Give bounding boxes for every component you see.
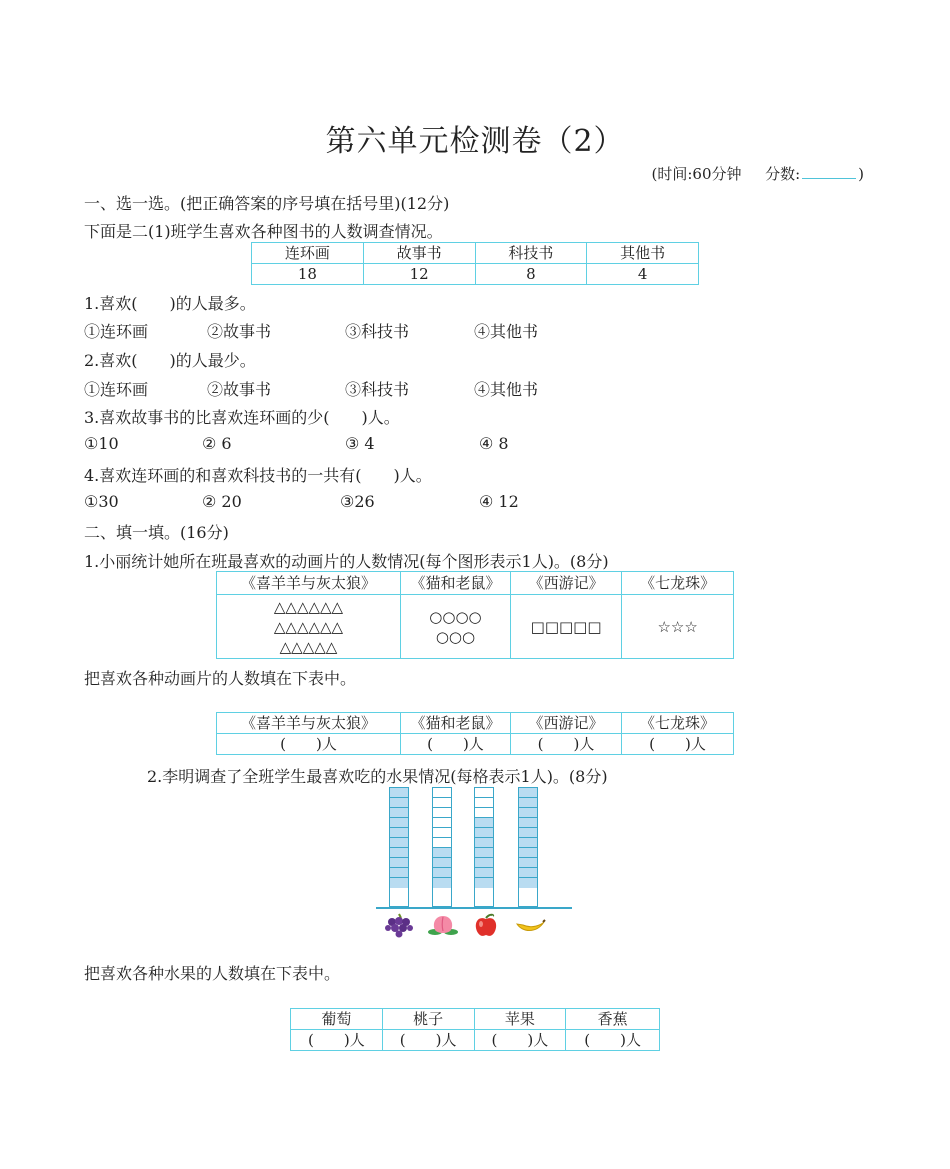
q1-option-2[interactable]: ②故事书 xyxy=(207,322,272,341)
score-blank[interactable] xyxy=(802,178,856,179)
cartoon-header: 《猫和老鼠》 xyxy=(400,572,510,595)
empty-cell xyxy=(475,808,493,818)
book-value: 12 xyxy=(363,264,475,285)
fruit-header: 苹果 xyxy=(474,1009,566,1030)
empty-cell xyxy=(433,798,451,808)
fruit-header: 葡萄 xyxy=(291,1009,383,1030)
filled-cell xyxy=(475,848,493,858)
q3-option-1[interactable]: ①10 xyxy=(84,434,119,453)
empty-cell xyxy=(433,818,451,828)
answer-blank[interactable]: ( )人 xyxy=(474,1030,566,1051)
section2-q1-text: 1.小丽统计她所在班最喜欢的动画片的人数情况(每个图形表示1人)。(8分) xyxy=(84,552,609,571)
q4-option-1[interactable]: ①30 xyxy=(84,492,119,511)
section1-intro: 下面是二(1)班学生喜欢各种图书的人数调查情况。 xyxy=(84,222,443,241)
book-header: 其他书 xyxy=(587,243,699,264)
q2-option-3[interactable]: ③科技书 xyxy=(345,380,410,399)
triangle-row: △△△△△△ xyxy=(273,617,344,636)
star-tally: ☆☆☆ xyxy=(622,595,734,659)
exam-meta xyxy=(652,163,864,184)
fruit-fill-prompt: 把喜欢各种水果的人数填在下表中。 xyxy=(84,964,341,983)
filled-cell xyxy=(390,788,408,798)
answer-blank[interactable]: ( )人 xyxy=(510,734,621,755)
question-4: 4.喜欢连环画的和喜欢科技书的一共有( )人。 xyxy=(84,466,432,485)
filled-cell xyxy=(433,858,451,868)
answer-blank[interactable]: ( )人 xyxy=(217,734,401,755)
square-tally: □□□□□ xyxy=(510,595,621,659)
q3-option-4[interactable]: ④ 8 xyxy=(479,434,509,453)
filled-cell xyxy=(433,848,451,858)
triangle-tally xyxy=(217,595,401,659)
circle-row: ○○○ xyxy=(435,627,476,646)
cartoon-header: 《喜羊羊与灰太狼》 xyxy=(217,713,401,734)
filled-cell xyxy=(519,848,537,858)
filled-cell xyxy=(519,808,537,818)
answer-blank[interactable]: ( )人 xyxy=(382,1030,474,1051)
filled-cell xyxy=(390,868,408,878)
filled-cell xyxy=(475,818,493,828)
triangle-row: △△△△△ xyxy=(279,637,338,656)
page-title: 第六单元检测卷（2） xyxy=(325,124,625,159)
book-survey-table xyxy=(251,242,699,285)
empty-cell xyxy=(433,788,451,798)
q4-option-4[interactable]: ④ 12 xyxy=(479,492,519,511)
q2-option-2[interactable]: ②故事书 xyxy=(207,380,272,399)
filled-cell xyxy=(433,878,451,888)
filled-cell xyxy=(475,868,493,878)
filled-cell xyxy=(519,838,537,848)
banana-icon xyxy=(514,912,546,938)
q3-option-3[interactable]: ③ 4 xyxy=(345,434,375,453)
cartoon-header: 《喜羊羊与灰太狼》 xyxy=(217,572,401,595)
cartoon-header: 《猫和老鼠》 xyxy=(400,713,510,734)
meta-close: ) xyxy=(858,165,864,183)
cartoon-answer-table xyxy=(216,712,734,755)
grape-column xyxy=(389,787,409,907)
filled-cell xyxy=(519,868,537,878)
grape-icon xyxy=(383,912,415,938)
question-1: 1.喜欢( )的人最多。 xyxy=(84,294,256,313)
banana-column xyxy=(518,787,538,907)
apple-column xyxy=(474,787,494,907)
q3-option-2[interactable]: ② 6 xyxy=(202,434,232,453)
book-header: 故事书 xyxy=(363,243,475,264)
filled-cell xyxy=(433,868,451,878)
cartoon-header: 《七龙珠》 xyxy=(622,572,734,595)
cartoon-header: 《七龙珠》 xyxy=(621,713,733,734)
fruit-column-chart xyxy=(376,784,572,940)
section2-q2-text: 2.李明调查了全班学生最喜欢吃的水果情况(每格表示1人)。(8分) xyxy=(147,767,608,786)
time-limit: (时间:60分钟 xyxy=(651,165,742,183)
empty-cell xyxy=(433,808,451,818)
q4-option-3[interactable]: ③26 xyxy=(340,492,375,511)
circle-tally xyxy=(400,595,510,659)
filled-cell xyxy=(390,808,408,818)
q4-option-2[interactable]: ② 20 xyxy=(202,492,242,511)
filled-cell xyxy=(519,818,537,828)
filled-cell xyxy=(390,848,408,858)
book-value: 18 xyxy=(252,264,364,285)
cartoon-symbol-table xyxy=(216,571,734,659)
filled-cell xyxy=(475,878,493,888)
filled-cell xyxy=(519,798,537,808)
apple-icon xyxy=(470,912,502,938)
filled-cell xyxy=(390,878,408,888)
circle-row: ○○○○ xyxy=(429,607,482,626)
q1-option-3[interactable]: ③科技书 xyxy=(345,322,410,341)
triangle-row: △△△△△△ xyxy=(273,597,344,616)
empty-cell xyxy=(475,788,493,798)
cartoon-header: 《西游记》 xyxy=(510,572,621,595)
peach-icon xyxy=(427,912,459,938)
peach-column xyxy=(432,787,452,907)
fruit-header: 香蕉 xyxy=(566,1009,660,1030)
book-header: 科技书 xyxy=(475,243,587,264)
filled-cell xyxy=(475,858,493,868)
empty-cell xyxy=(475,798,493,808)
filled-cell xyxy=(390,838,408,848)
answer-blank[interactable]: ( )人 xyxy=(566,1030,660,1051)
fruit-answer-table xyxy=(290,1008,660,1051)
fruit-header: 桃子 xyxy=(382,1009,474,1030)
empty-cell xyxy=(433,838,451,848)
filled-cell xyxy=(519,878,537,888)
book-header: 连环画 xyxy=(252,243,364,264)
filled-cell xyxy=(390,828,408,838)
chart-baseline xyxy=(376,907,572,909)
question-2: 2.喜欢( )的人最少。 xyxy=(84,351,256,370)
section1-heading: 一、选一选。(把正确答案的序号填在括号里)(12分) xyxy=(84,194,450,213)
filled-cell xyxy=(519,788,537,798)
filled-cell xyxy=(475,838,493,848)
q2-option-4[interactable]: ④其他书 xyxy=(474,380,539,399)
filled-cell xyxy=(519,828,537,838)
score-label: 分数: xyxy=(765,165,801,183)
filled-cell xyxy=(475,828,493,838)
answer-blank[interactable]: ( )人 xyxy=(291,1030,383,1051)
q1-option-1[interactable]: ①连环画 xyxy=(84,322,149,341)
book-value: 8 xyxy=(475,264,587,285)
q2-option-1[interactable]: ①连环画 xyxy=(84,380,149,399)
empty-cell xyxy=(433,828,451,838)
filled-cell xyxy=(390,818,408,828)
cartoon-header: 《西游记》 xyxy=(510,713,621,734)
section2-heading: 二、填一填。(16分) xyxy=(84,523,229,542)
filled-cell xyxy=(519,858,537,868)
filled-cell xyxy=(390,798,408,808)
answer-blank[interactable]: ( )人 xyxy=(621,734,733,755)
book-value: 4 xyxy=(587,264,699,285)
question-3: 3.喜欢故事书的比喜欢连环画的少( )人。 xyxy=(84,408,400,427)
q1-option-4[interactable]: ④其他书 xyxy=(474,322,539,341)
answer-blank[interactable]: ( )人 xyxy=(400,734,510,755)
cartoon-fill-prompt: 把喜欢各种动画片的人数填在下表中。 xyxy=(84,669,357,688)
filled-cell xyxy=(390,858,408,868)
